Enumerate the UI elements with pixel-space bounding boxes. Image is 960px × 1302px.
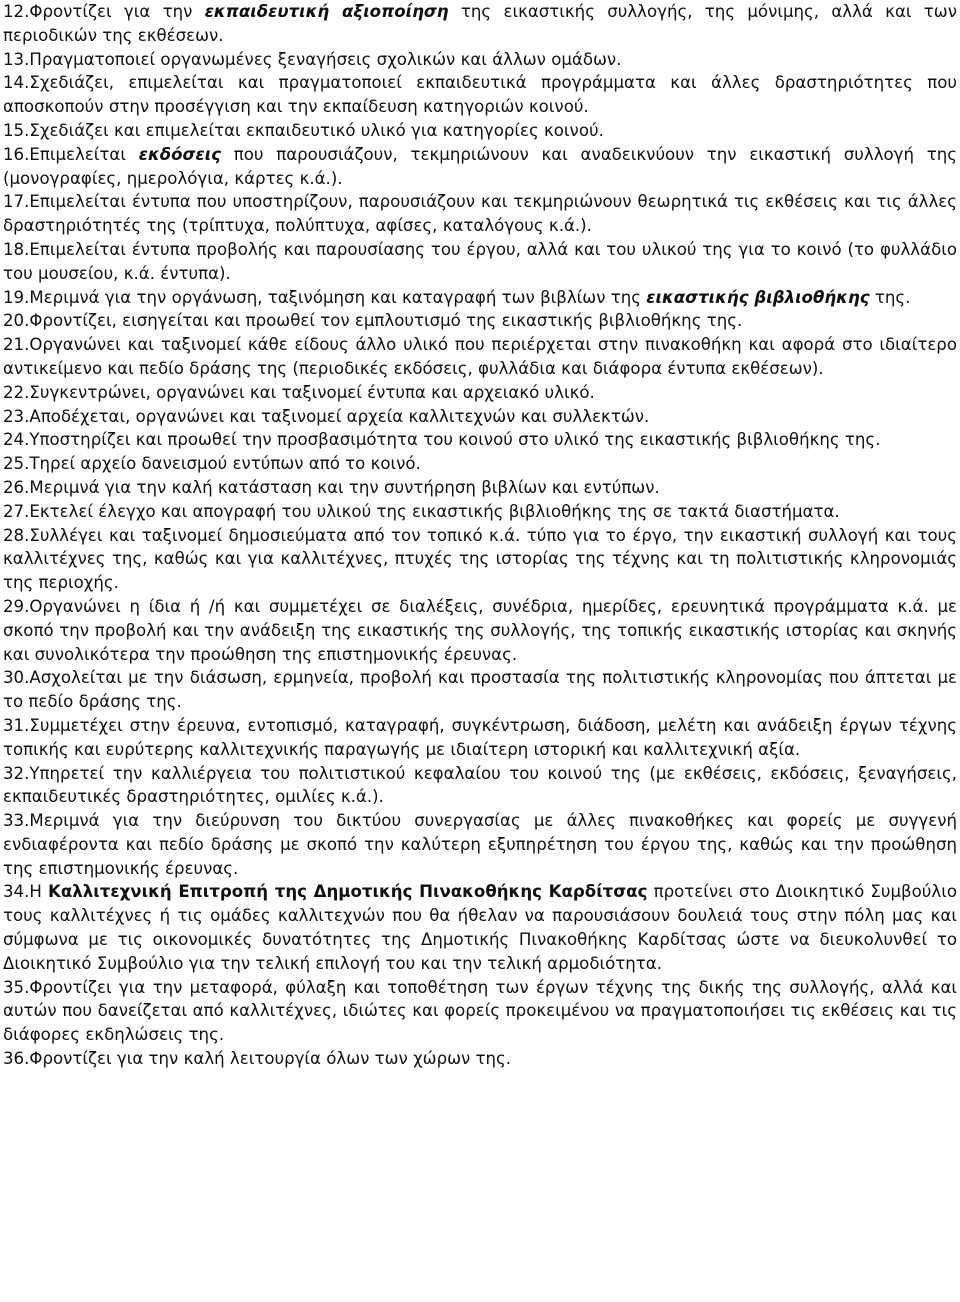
list-item-35: 35.Φροντίζει για την μεταφορά, φύλαξη και τοποθέτηση των έργων τέχνης της δικής της συλλογής, αλλά και αυτών που δανείζεται από καλλιτέχνες, ιδιώτες και φορείς προκειμένου να πραγματοποιήσει τις εκθέσεις και τις διάφορες εκδηλώσεις της. (3, 977, 957, 1045)
item-number: 13. (3, 49, 30, 69)
item-number: 16. (3, 144, 30, 164)
item-number: 36. (3, 1049, 30, 1069)
emphasis-text: εικαστικής βιβλιοθήκης (646, 287, 870, 307)
list-item-18: 18.Επιμελείται έντυπα προβολής και παρουσίασης του έργου, αλλά και του υλικού της για το κοινό (το φυλλάδιο του μουσείου, κ.ά. έντυπα). (3, 239, 957, 283)
list-item-33: 33.Μεριμνά για την διεύρυνση του δικτύου συνεργασίας με άλλες πινακοθήκες και φορείς με συγγενή ενδιαφέροντα και πεδίο δράσης με σκοπό την καλύτερη εξυπηρέτηση του έργου της, καθώς και την προώθηση της επιστημονικής έρευνας. (3, 811, 957, 878)
item-number: 23. (3, 406, 30, 426)
list-item-32: 32.Υπηρετεί την καλλιέργεια του πολιτιστικού κεφαλαίου του κοινού της (με εκθέσεις, εκδόσεις, ξεναγήσεις, εκπαιδευτικές δραστηριότητες, ομιλίες κ.ά.). (3, 763, 957, 807)
list-item-22: 22.Συγκεντρώνει, οργανώνει και ταξινομεί έντυπα και αρχειακό υλικό. (3, 382, 595, 402)
list-item-30: 30.Ασχολείται με την διάσωση, ερμηνεία, προβολή και προστασία της πολιτιστικής κληρονομίας που άπτεται με το πεδίο δράσης της. (3, 668, 957, 712)
item-number: 21. (3, 335, 30, 355)
list-item-17: 17.Επιμελείται έντυπα που υποστηρίζουν, παρουσιάζουν και τεκμηριώνουν θεωρητικά τις εκθέσεις και τις άλλες δραστηριότητές της (τρίπτυχα, πολύπτυχα, αφίσες, καταλόγους κ.ά.). (3, 192, 957, 236)
item-number: 29. (3, 596, 30, 616)
list-item-13: 13.Πραγματοποιεί οργανωμένες ξεναγήσεις σχολικών και άλλων ομάδων. (3, 49, 622, 69)
emphasis-text: εκπαιδευτική αξιοποίηση (204, 2, 449, 21)
list-item-28: 28.Συλλέγει και ταξινομεί δημοσιεύματα από τον τοπικό κ.ά. τύπο για το έργο, την εικαστική συλλογή και τους καλλιτέχνες της, καθώς και για καλλιτέχνες, πτυχές της ιστορίας της τέχνης και τη πολιτιστικής κληρονομιάς της περιοχής. (3, 525, 957, 593)
list-item-20: 20.Φροντίζει, εισηγείται και προωθεί τον εμπλουτισμό της εικαστικής βιβλιοθήκης της. (3, 311, 743, 331)
item-number: 19. (3, 287, 30, 307)
list-item-12: 12.Φροντίζει για την εκπαιδευτική αξιοποίηση της εικαστικής συλλογής, της μόνιμης, αλλά και των περιοδικών της εκθέσεων. (3, 2, 957, 45)
emphasis-text: εκδόσεις (138, 144, 221, 164)
list-item-14: 14.Σχεδιάζει, επιμελείται και πραγματοποιεί εκπαιδευτικά προγράμματα και άλλες δραστηριότητες που αποσκοπούν στην προσέγγιση και την εκπαίδευση κατηγοριών κοινού. (3, 73, 957, 117)
item-number: 24. (3, 430, 30, 450)
item-number: 15. (3, 120, 30, 140)
list-item-25: 25.Τηρεί αρχείο δανεισμού εντύπων από το κοινό. (3, 454, 421, 474)
list-item-24: 24.Υποστηρίζει και προωθεί την προσβασιμότητα του κοινού στο υλικό της εικαστικής βιβλιοθήκης της. (3, 430, 881, 450)
item-number: 33. (3, 811, 30, 831)
bold-text: Καλλιτεχνική Επιτροπή της Δημοτικής Πινακοθήκης Καρδίτσας (48, 882, 648, 902)
item-number: 34. (3, 882, 30, 902)
item-number: 26. (3, 477, 30, 497)
list-item-31: 31.Συμμετέχει στην έρευνα, εντοπισμό, καταγραφή, συγκέντρωση, διάδοση, μελέτη και ανάδειξη έργων τέχνης τοπικής και ευρύτερης καλλιτεχνικής παραγωγής με ιδιαίτερη ιστορική και καλλιτεχνική αξία. (3, 715, 957, 759)
item-number: 25. (3, 454, 30, 474)
item-number: 12. (3, 2, 30, 21)
list-item-23: 23.Αποδέχεται, οργανώνει και ταξινομεί αρχεία καλλιτεχνών και συλλεκτών. (3, 406, 650, 426)
list-item-29: 29.Οργανώνει η ίδια ή /ή και συμμετέχει σε διαλέξεις, συνέδρια, ημερίδες, ερευνητικά προγράμματα κ.ά. με σκοπό την προβολή και την ανάδειξη της εικαστικής της συλλογής, της τοπικής εικαστικής ιστορίας και σκηνής και συνολικότερα την προώθηση της επιστημονικής έρευνας. (3, 596, 957, 664)
item-number: 14. (3, 73, 30, 93)
list-item-27: 27.Εκτελεί έλεγχο και απογραφή του υλικού της εικαστικής βιβλιοθήκης της σε τακτά διαστήματα. (3, 501, 840, 521)
item-number: 28. (3, 525, 30, 545)
list-item-34: 34.Η Καλλιτεχνική Επιτροπή της Δημοτικής Πινακοθήκης Καρδίτσας προτείνει στο Διοικητικό Συμβούλιο τους καλλιτέχνες ή τις ομάδες καλλιτεχνών που θα ήθελαν να παρουσιάσουν δουλειά τους στην πόλη μας και σύμφωνα με τις οικονομικές δυνατότητες της Δημοτικής Πινακοθήκης Καρδίτσας ώστε να διευκολυνθεί το Διοικητικό Συμβούλιο για την τελική επιλογή του και την τελική αρμοδιότητα. (3, 882, 957, 973)
list-item-21: 21.Οργανώνει και ταξινομεί κάθε είδους άλλο υλικό που περιέρχεται στην πινακοθήκη και αφορά στο ιδιαίτερο αντικείμενο και πεδίο δράσης της (περιοδικές εκδόσεις, φυλλάδια και διάφορα έντυπα εκθέσεων). (3, 335, 957, 378)
list-item-16: 16.Επιμελείται εκδόσεις που παρουσιάζουν, τεκμηριώνουν και αναδεικνύουν την εικαστική συλλογή της (μονογραφίες, ημερολόγια, κάρτες κ.ά.). (3, 144, 958, 188)
list-item-26: 26.Μεριμνά για την καλή κατάσταση και την συντήρηση βιβλίων και εντύπων. (3, 477, 660, 497)
item-number: 17. (3, 192, 30, 212)
item-number: 27. (3, 501, 30, 521)
item-number: 30. (3, 668, 30, 688)
item-number: 18. (3, 239, 30, 259)
list-item-15: 15.Σχεδιάζει και επιμελείται εκπαιδευτικό υλικό για κατηγορίες κοινού. (3, 120, 604, 140)
item-number: 20. (3, 311, 30, 331)
list-item-36: 36.Φροντίζει για την καλή λειτουργία όλων των χώρων της. (3, 1049, 512, 1069)
item-number: 31. (3, 715, 30, 735)
item-number: 35. (3, 977, 30, 997)
list-item-19: 19.Μεριμνά για την οργάνωση, ταξινόμηση και καταγραφή των βιβλίων της εικαστικής βιβλιοθήκης της. (3, 287, 911, 307)
item-number: 22. (3, 382, 30, 402)
item-number: 32. (3, 763, 30, 783)
